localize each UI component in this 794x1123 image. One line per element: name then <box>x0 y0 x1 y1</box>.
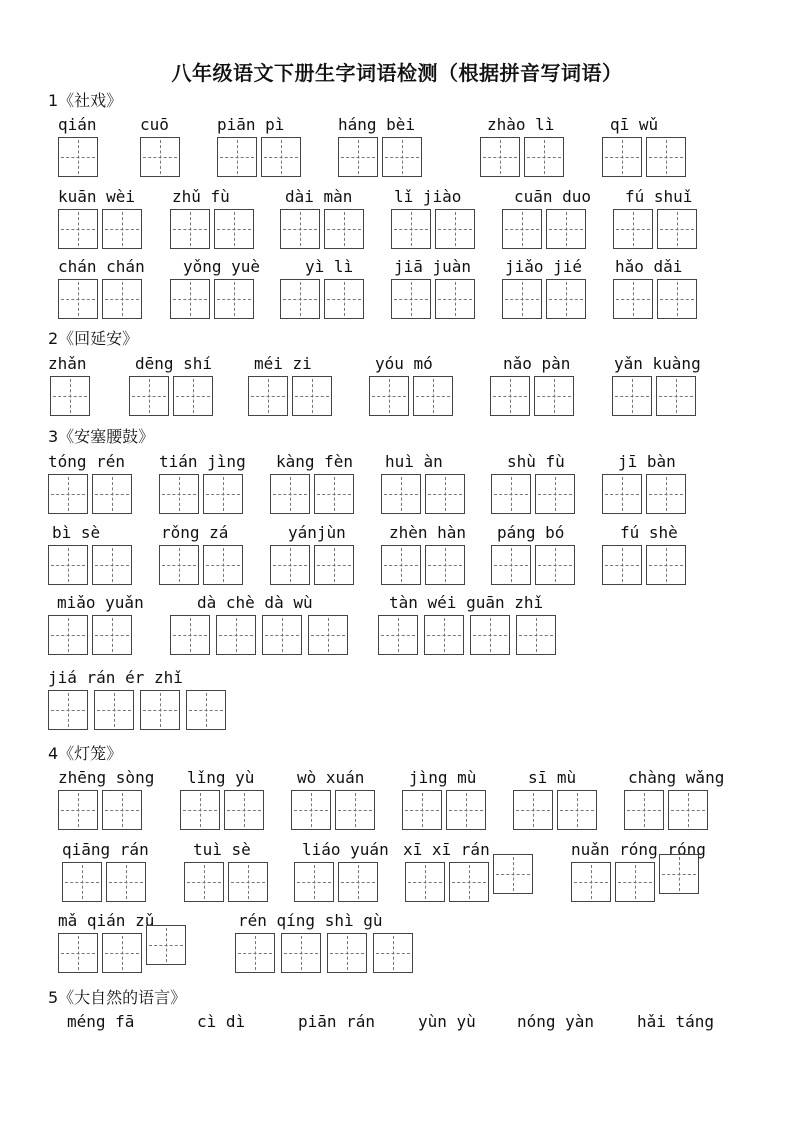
writing-box[interactable] <box>382 137 422 177</box>
writing-box[interactable] <box>102 790 142 830</box>
section-title: 1《社戏》 <box>48 91 123 110</box>
writing-box[interactable] <box>102 279 142 319</box>
writing-box[interactable] <box>490 376 530 416</box>
writing-box[interactable] <box>338 137 378 177</box>
writing-box[interactable] <box>308 615 348 655</box>
writing-box[interactable] <box>425 474 465 514</box>
writing-box[interactable] <box>646 474 686 514</box>
pinyin-label: méng fā <box>67 1012 135 1031</box>
writing-box[interactable] <box>270 545 310 585</box>
pinyin-label: fú shè <box>620 523 678 542</box>
writing-box[interactable] <box>58 137 98 177</box>
pinyin-label: tián jìng <box>159 452 246 471</box>
pinyin-label: liáo yuán <box>302 840 389 859</box>
writing-box[interactable] <box>140 137 180 177</box>
pinyin-label: yì lì <box>305 257 354 276</box>
writing-box[interactable] <box>58 279 98 319</box>
pinyin-label: zhào lì <box>487 115 555 134</box>
writing-box[interactable] <box>281 933 321 973</box>
writing-box[interactable] <box>216 615 256 655</box>
pinyin-label: cuō <box>140 115 169 134</box>
writing-box[interactable] <box>381 545 421 585</box>
writing-box[interactable] <box>62 862 102 902</box>
writing-box[interactable] <box>516 615 556 655</box>
writing-box[interactable] <box>106 862 146 902</box>
writing-box[interactable] <box>615 862 655 902</box>
writing-box[interactable] <box>94 690 134 730</box>
writing-box[interactable] <box>335 790 375 830</box>
pinyin-label: jiā juàn <box>394 257 472 276</box>
pinyin-label: yǎn kuàng <box>614 354 701 373</box>
section-title: 5《大自然的语言》 <box>48 988 187 1007</box>
writing-box[interactable] <box>413 376 453 416</box>
pinyin-label: cuān duo <box>514 187 592 206</box>
section-title: 2《回延安》 <box>48 329 139 348</box>
writing-box[interactable] <box>186 690 226 730</box>
pinyin-label: páng bó <box>497 523 565 542</box>
writing-box[interactable] <box>314 545 354 585</box>
pinyin-label: nǎo pàn <box>503 354 571 373</box>
pinyin-label: piān pì <box>217 115 285 134</box>
page-title: 八年级语文下册生字词语检测（根据拼音写词语） <box>171 61 623 85</box>
pinyin-label: qián <box>58 115 97 134</box>
writing-box[interactable] <box>214 279 254 319</box>
writing-box[interactable] <box>646 137 686 177</box>
writing-box[interactable] <box>102 209 142 249</box>
writing-box[interactable] <box>602 474 642 514</box>
writing-box[interactable] <box>502 279 542 319</box>
writing-box[interactable] <box>493 854 533 894</box>
pinyin-label: hǎo dǎi <box>615 257 683 276</box>
pinyin-label: háng bèi <box>338 115 416 134</box>
pinyin-label: cì dì <box>197 1012 246 1031</box>
pinyin-label: rén qíng shì gù <box>238 911 383 930</box>
writing-box[interactable] <box>424 615 464 655</box>
writing-box[interactable] <box>48 615 88 655</box>
writing-box[interactable] <box>435 279 475 319</box>
writing-box[interactable] <box>102 933 142 973</box>
pinyin-label: yùn yù <box>418 1012 476 1031</box>
writing-box[interactable] <box>159 545 199 585</box>
writing-box[interactable] <box>314 474 354 514</box>
writing-box[interactable] <box>612 376 652 416</box>
writing-box[interactable] <box>405 862 445 902</box>
writing-box[interactable] <box>446 790 486 830</box>
pinyin-label: hǎi táng <box>637 1012 715 1031</box>
pinyin-label: zhèn hàn <box>389 523 467 542</box>
writing-box[interactable] <box>214 209 254 249</box>
writing-box[interactable] <box>449 862 489 902</box>
pinyin-label: tuì sè <box>193 840 251 859</box>
writing-box[interactable] <box>470 615 510 655</box>
pinyin-label: jiá rán ér zhǐ <box>48 668 183 687</box>
writing-box[interactable] <box>602 137 642 177</box>
writing-box[interactable] <box>92 615 132 655</box>
writing-box[interactable] <box>491 474 531 514</box>
writing-box[interactable] <box>602 545 642 585</box>
pinyin-label: sī mù <box>528 768 577 787</box>
pinyin-label: chàng wǎng <box>628 768 725 787</box>
writing-box[interactable] <box>646 545 686 585</box>
writing-box[interactable] <box>571 862 611 902</box>
pinyin-label: lǐ jiào <box>394 187 462 206</box>
pinyin-label: yánjùn <box>288 523 346 542</box>
writing-box[interactable] <box>624 790 664 830</box>
writing-box[interactable] <box>668 790 708 830</box>
pinyin-label: shù fù <box>507 452 565 471</box>
writing-box[interactable] <box>173 376 213 416</box>
pinyin-label: piān rán <box>298 1012 376 1031</box>
writing-box[interactable] <box>613 279 653 319</box>
pinyin-label: dēng shí <box>135 354 213 373</box>
writing-box[interactable] <box>369 376 409 416</box>
writing-box[interactable] <box>513 790 553 830</box>
writing-box[interactable] <box>280 279 320 319</box>
writing-box[interactable] <box>657 209 697 249</box>
pinyin-label: zhēng sòng <box>58 768 155 787</box>
pinyin-label: yǒng yuè <box>183 257 261 276</box>
pinyin-label: nóng yàn <box>517 1012 595 1031</box>
pinyin-label: jìng mù <box>409 768 477 787</box>
writing-box[interactable] <box>48 474 88 514</box>
writing-box[interactable] <box>140 690 180 730</box>
pinyin-label: chán chán <box>58 257 145 276</box>
writing-box[interactable] <box>294 862 334 902</box>
writing-box[interactable] <box>535 474 575 514</box>
pinyin-label: méi zi <box>254 354 312 373</box>
writing-box[interactable] <box>391 279 431 319</box>
writing-box[interactable] <box>292 376 332 416</box>
writing-box[interactable] <box>546 279 586 319</box>
writing-box[interactable] <box>180 790 220 830</box>
writing-box[interactable] <box>48 690 88 730</box>
pinyin-label: jī bàn <box>618 452 676 471</box>
writing-box[interactable] <box>435 209 475 249</box>
pinyin-label: qiāng rán <box>62 840 149 859</box>
writing-box[interactable] <box>50 376 90 416</box>
writing-box[interactable] <box>92 545 132 585</box>
writing-box[interactable] <box>327 933 367 973</box>
writing-box[interactable] <box>262 615 302 655</box>
writing-box[interactable] <box>170 279 210 319</box>
pinyin-label: dài màn <box>285 187 353 206</box>
pinyin-label: dà chè dà wù <box>197 593 313 612</box>
writing-box[interactable] <box>491 545 531 585</box>
writing-box[interactable] <box>261 137 301 177</box>
writing-box[interactable] <box>402 790 442 830</box>
pinyin-label: miǎo yuǎn <box>57 593 144 612</box>
writing-box[interactable] <box>502 209 542 249</box>
writing-box[interactable] <box>480 137 520 177</box>
writing-box[interactable] <box>146 925 186 965</box>
writing-box[interactable] <box>235 933 275 973</box>
writing-box[interactable] <box>203 545 243 585</box>
writing-box[interactable] <box>248 376 288 416</box>
pinyin-label: fú shuǐ <box>625 187 693 206</box>
writing-box[interactable] <box>391 209 431 249</box>
pinyin-label: lǐng yù <box>187 768 255 787</box>
writing-box[interactable] <box>381 474 421 514</box>
pinyin-label: bì sè <box>52 523 101 542</box>
pinyin-label: jiǎo jié <box>505 257 583 276</box>
pinyin-label: huì àn <box>385 452 443 471</box>
writing-box[interactable] <box>280 209 320 249</box>
writing-box[interactable] <box>557 790 597 830</box>
writing-box[interactable] <box>657 279 697 319</box>
pinyin-label: zhǎn <box>48 354 87 373</box>
writing-box[interactable] <box>324 209 364 249</box>
writing-box[interactable] <box>373 933 413 973</box>
writing-box[interactable] <box>159 474 199 514</box>
writing-box[interactable] <box>425 545 465 585</box>
writing-box[interactable] <box>535 545 575 585</box>
writing-box[interactable] <box>92 474 132 514</box>
writing-box[interactable] <box>203 474 243 514</box>
writing-box[interactable] <box>184 862 224 902</box>
writing-box[interactable] <box>170 615 210 655</box>
section-title: 4《灯笼》 <box>48 744 123 763</box>
writing-box[interactable] <box>613 209 653 249</box>
writing-box[interactable] <box>524 137 564 177</box>
pinyin-label: rǒng zá <box>161 523 229 542</box>
pinyin-label: xī xī rán <box>403 840 490 859</box>
writing-box[interactable] <box>324 279 364 319</box>
writing-box[interactable] <box>58 790 98 830</box>
pinyin-label: zhǔ fù <box>172 187 230 206</box>
writing-box[interactable] <box>656 376 696 416</box>
writing-box[interactable] <box>170 209 210 249</box>
writing-box[interactable] <box>291 790 331 830</box>
pinyin-label: mǎ qián zǔ <box>58 911 155 930</box>
writing-box[interactable] <box>270 474 310 514</box>
section-title: 3《安塞腰鼓》 <box>48 427 155 446</box>
pinyin-label: tóng rén <box>48 452 126 471</box>
writing-box[interactable] <box>378 615 418 655</box>
writing-box[interactable] <box>129 376 169 416</box>
writing-box[interactable] <box>48 545 88 585</box>
pinyin-label: wò xuán <box>297 768 365 787</box>
writing-box[interactable] <box>338 862 378 902</box>
writing-box[interactable] <box>58 933 98 973</box>
writing-box[interactable] <box>58 209 98 249</box>
writing-box[interactable] <box>217 137 257 177</box>
pinyin-label: tàn wéi guān zhǐ <box>389 593 544 612</box>
writing-box[interactable] <box>224 790 264 830</box>
pinyin-label: qī wǔ <box>610 115 659 134</box>
writing-box[interactable] <box>228 862 268 902</box>
pinyin-label: kuān wèi <box>58 187 136 206</box>
pinyin-label: kàng fèn <box>276 452 354 471</box>
writing-box[interactable] <box>659 854 699 894</box>
writing-box[interactable] <box>534 376 574 416</box>
pinyin-label: yóu mó <box>375 354 433 373</box>
pinyin-label: nuǎn róng róng <box>571 840 706 859</box>
writing-box[interactable] <box>546 209 586 249</box>
